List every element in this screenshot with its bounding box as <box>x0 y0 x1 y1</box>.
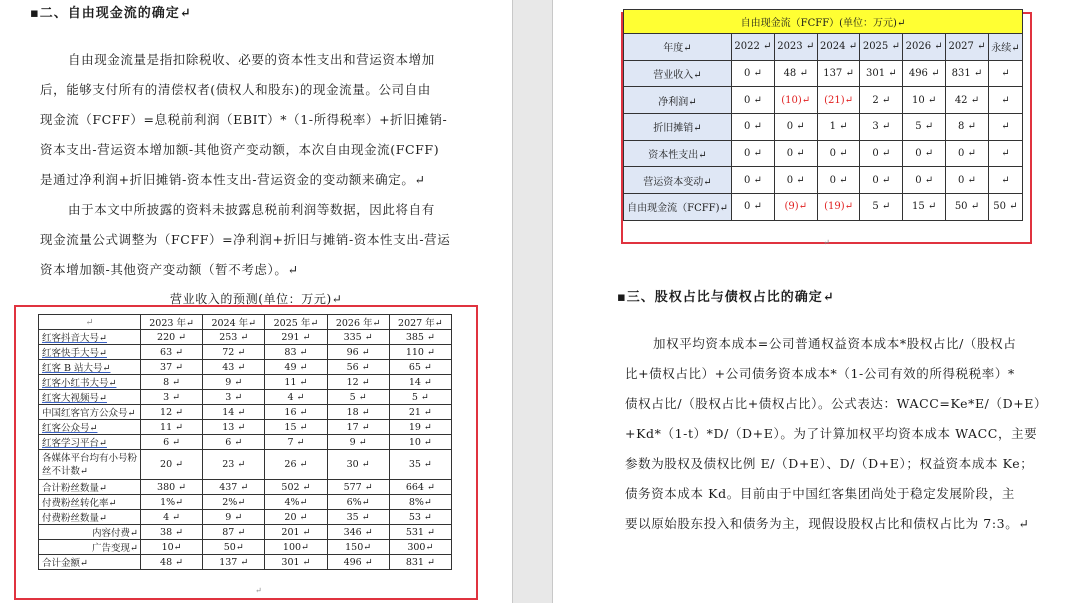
paragraph-line: 债权占比/（股权占比+债权占比）。公式表达：WACC=Ke*E/（D+E） <box>625 396 1048 411</box>
row-label <box>39 360 141 375</box>
table-column-header: 2025 ↵ <box>860 34 903 61</box>
table-cell: 0 ↵ <box>903 140 946 167</box>
table-cell: 0 ↵ <box>732 140 775 167</box>
row-label: 资本性支出↵ <box>624 140 732 167</box>
table-cell: 437 ↵ <box>203 480 265 495</box>
row-label-text: 内容付费↵ <box>92 528 138 539</box>
table-cell: 17 ↵ <box>327 420 389 435</box>
table-cell: 110 ↵ <box>389 345 451 360</box>
table-column-header: 2023 ↵ <box>774 34 817 61</box>
row-label <box>39 405 141 420</box>
table-cell: 0 ↵ <box>860 140 903 167</box>
table-row <box>39 330 452 345</box>
table-row <box>624 87 1023 114</box>
table-row <box>39 345 452 360</box>
table-cell: 10↵ <box>141 540 203 555</box>
fcff-table <box>623 9 1023 221</box>
table-row <box>39 405 452 420</box>
table-cell: 0 ↵ <box>774 167 817 194</box>
table-cell: 8%↵ <box>389 495 451 510</box>
table-cell: 6 ↵ <box>141 435 203 450</box>
table-cell: 9 ↵ <box>203 375 265 390</box>
table-cell: 4 ↵ <box>141 510 203 525</box>
row-label <box>39 390 141 405</box>
table-row <box>624 194 1023 221</box>
table-column-header: 2026 ↵ <box>903 34 946 61</box>
table-cell: 220 ↵ <box>141 330 203 345</box>
table-cell: 21 ↵ <box>389 405 451 420</box>
table-cell: 831 ↵ <box>389 555 451 570</box>
table-cell: (9)↵ <box>774 194 817 221</box>
table-cell: 3 ↵ <box>141 390 203 405</box>
page-gutter <box>512 0 553 603</box>
table-row <box>39 525 452 540</box>
table-cell: ↵ <box>988 140 1022 167</box>
row-label <box>39 555 141 570</box>
table-cell: 30 ↵ <box>327 450 389 480</box>
table-cell: 11 ↵ <box>265 375 327 390</box>
table-cell: 50↵ <box>203 540 265 555</box>
table-cell: 1%↵ <box>141 495 203 510</box>
table-cell: ↵ <box>988 87 1022 114</box>
table-cell: 380 ↵ <box>141 480 203 495</box>
row-label <box>39 495 141 510</box>
table-cell: ↵ <box>988 167 1022 194</box>
table-column-header: 2024 ↵ <box>817 34 860 61</box>
paragraph-mark: ↵ <box>255 586 262 595</box>
table-cell: 5 ↵ <box>389 390 451 405</box>
row-label-text: 红客大视频号↵ <box>42 393 107 404</box>
table-cell: 26 ↵ <box>265 450 327 480</box>
table-cell: 23 ↵ <box>203 450 265 480</box>
table-cell: 14 ↵ <box>389 375 451 390</box>
table-cell: 6%↵ <box>327 495 389 510</box>
table-cell: ↵ <box>988 114 1022 141</box>
table-cell: 3 ↵ <box>203 390 265 405</box>
left-page <box>0 0 512 603</box>
table-cell: 577 ↵ <box>327 480 389 495</box>
table-cell: 0 ↵ <box>732 114 775 141</box>
table-cell: 3 ↵ <box>860 114 903 141</box>
paragraph-line: 自由现金流量是指扣除税收、必要的资本性支出和营运资本增加 <box>68 52 435 67</box>
row-label-text: 红客 B 站大号↵ <box>42 363 111 374</box>
table-cell: 8 ↵ <box>141 375 203 390</box>
table-cell: 65 ↵ <box>389 360 451 375</box>
table-row <box>624 114 1023 141</box>
table-cell: 201 ↵ <box>265 525 327 540</box>
table-cell: 0 ↵ <box>903 167 946 194</box>
table-cell: 1 ↵ <box>817 114 860 141</box>
table-cell: (19)↵ <box>817 194 860 221</box>
table-column-header: 永续↵ <box>988 34 1022 61</box>
table-cell: 4 ↵ <box>265 390 327 405</box>
row-label <box>39 375 141 390</box>
table-row <box>39 420 452 435</box>
table-cell: 20 ↵ <box>141 450 203 480</box>
table-cell: 0 ↵ <box>817 167 860 194</box>
paragraph-line: 是通过净利润+折旧摊销-资本性支出-营运资金的变动额来确定。↵ <box>40 172 426 187</box>
table-row <box>39 360 452 375</box>
row-label-text: 付费粉丝数量↵ <box>42 513 107 524</box>
table-cell: 56 ↵ <box>327 360 389 375</box>
paragraph-line: 参数为股权及债权比例 E/（D+E）、D/（D+E）；权益资本成本 Ke； <box>625 456 1034 471</box>
row-label-text: 付费粉丝转化率↵ <box>42 498 117 509</box>
paragraph-line: 后，能够支付所有的清偿权者(债权人和股东)的现金流量。公司自由 <box>40 82 431 97</box>
table-row <box>39 375 452 390</box>
row-label: 营业收入↵ <box>624 60 732 87</box>
paragraph-line: 加权平均资本成本=公司普通权益资本成本*股权占比/（股权占 <box>653 336 1017 351</box>
table-cell: 5 ↵ <box>860 194 903 221</box>
table-header-label: 年度↵ <box>624 34 732 61</box>
page-edge-left <box>512 0 513 603</box>
row-label: 折旧摊销↵ <box>624 114 732 141</box>
table-cell: 531 ↵ <box>389 525 451 540</box>
table-cell: 50 ↵ <box>946 194 989 221</box>
table-cell: 63 ↵ <box>141 345 203 360</box>
table-cell: 35 ↵ <box>327 510 389 525</box>
table-cell: 14 ↵ <box>203 405 265 420</box>
table-cell: 664 ↵ <box>389 480 451 495</box>
table-row <box>39 390 452 405</box>
row-label <box>39 525 141 540</box>
row-label-text: 红客公众号↵ <box>42 423 98 434</box>
table-cell: 15 ↵ <box>903 194 946 221</box>
table-cell: 10 ↵ <box>389 435 451 450</box>
table-cell: 2%↵ <box>203 495 265 510</box>
table-cell: 0 ↵ <box>860 167 903 194</box>
table-cell: 96 ↵ <box>327 345 389 360</box>
table-caption: 营业收入的预测(单位：万元)↵ <box>170 292 343 306</box>
table-cell: 16 ↵ <box>265 405 327 420</box>
table-column-header: 2023 年↵ <box>141 315 203 330</box>
table-cell: 42 ↵ <box>946 87 989 114</box>
table-column-header: 2025 年↵ <box>265 315 327 330</box>
paragraph-mark: ↵ <box>823 238 830 247</box>
table-row <box>39 450 452 480</box>
table-cell: 7 ↵ <box>265 435 327 450</box>
table-cell: 50 ↵ <box>988 194 1022 221</box>
table-cell: 5 ↵ <box>903 114 946 141</box>
table-cell: 43 ↵ <box>203 360 265 375</box>
row-label <box>39 540 141 555</box>
table-column-header: 2027 ↵ <box>946 34 989 61</box>
paragraph-line: +Kd*（1-t）*D/（D+E）。为了计算加权平均资本成本 WACC，主要 <box>625 426 1038 441</box>
table-row <box>39 480 452 495</box>
table-cell: 100↵ <box>265 540 327 555</box>
table-cell: 496 ↵ <box>327 555 389 570</box>
table-row <box>39 435 452 450</box>
table-cell: 0 ↵ <box>732 60 775 87</box>
table-cell: 2 ↵ <box>860 87 903 114</box>
table-cell: (21)↵ <box>817 87 860 114</box>
paragraph-line: 资本支出-营运资本增加额-其他资产变动额，本次自由现金流(FCFF) <box>40 142 440 157</box>
table-column-header: 2022 ↵ <box>732 34 775 61</box>
table-cell: 0 ↵ <box>732 167 775 194</box>
table-cell: 11 ↵ <box>141 420 203 435</box>
paragraph-line: 由于本文中所披露的资料未披露息税前利润等数据，因此将自有 <box>68 202 435 217</box>
table-row <box>624 60 1023 87</box>
table-cell: 87 ↵ <box>203 525 265 540</box>
table-cell: 48 ↵ <box>774 60 817 87</box>
table-cell: 12 ↵ <box>141 405 203 420</box>
table-column-header: 2024 年↵ <box>203 315 265 330</box>
row-label-text: 广告变现↵ <box>92 543 138 554</box>
table-cell: 346 ↵ <box>327 525 389 540</box>
table-header-row <box>624 34 1023 61</box>
row-label <box>39 435 141 450</box>
table-cell: 38 ↵ <box>141 525 203 540</box>
table-cell: 335 ↵ <box>327 330 389 345</box>
table-cell: 19 ↵ <box>389 420 451 435</box>
table-cell: 137 ↵ <box>817 60 860 87</box>
row-label <box>39 330 141 345</box>
row-label-text: 各媒体平台均有小号粉丝不计数↵ <box>42 452 138 477</box>
table-cell: 13 ↵ <box>203 420 265 435</box>
table-cell: 12 ↵ <box>327 375 389 390</box>
table-row <box>624 167 1023 194</box>
row-label <box>39 450 141 480</box>
table-row <box>39 555 452 570</box>
paragraph-line: 现金流（FCFF）=息税前利润（EBIT）*（1-所得税率）+折旧摊销- <box>40 112 448 127</box>
table-column-header: 2027 年↵ <box>389 315 451 330</box>
table-cell: 83 ↵ <box>265 345 327 360</box>
table-row <box>39 495 452 510</box>
row-label-text: 红客学习平台↵ <box>42 438 107 449</box>
row-label-text: 红客快手大号↵ <box>42 348 107 359</box>
table-cell: 9 ↵ <box>203 510 265 525</box>
table-cell: 0 ↵ <box>817 140 860 167</box>
table-cell: 53 ↵ <box>389 510 451 525</box>
row-label: 自由现金流（FCFF)↵ <box>624 194 732 221</box>
table-cell: 0 ↵ <box>732 87 775 114</box>
table-cell: 35 ↵ <box>389 450 451 480</box>
table-header-row <box>39 315 452 330</box>
row-label <box>39 345 141 360</box>
table-row <box>39 510 452 525</box>
table-cell: 502 ↵ <box>265 480 327 495</box>
row-label <box>39 480 141 495</box>
table-cell: 253 ↵ <box>203 330 265 345</box>
section-heading-equity-debt: ▪三、股权占比与债权占比的确定↵ <box>617 290 835 305</box>
table-title-row <box>624 10 1023 34</box>
table-cell: 20 ↵ <box>265 510 327 525</box>
table-cell: 0 ↵ <box>946 140 989 167</box>
table-cell: 49 ↵ <box>265 360 327 375</box>
table-cell: 0 ↵ <box>774 114 817 141</box>
table-cell: 18 ↵ <box>327 405 389 420</box>
table-cell: 5 ↵ <box>327 390 389 405</box>
row-label <box>39 510 141 525</box>
table-cell: 831 ↵ <box>946 60 989 87</box>
table-cell: 301 ↵ <box>265 555 327 570</box>
row-label-text: 红客小红书大号↵ <box>42 378 117 389</box>
right-page <box>553 0 1080 603</box>
table-cell: 72 ↵ <box>203 345 265 360</box>
row-label <box>39 420 141 435</box>
row-label-text: 合计金额↵ <box>42 558 88 569</box>
table-cell: 300↵ <box>389 540 451 555</box>
row-label-text: 合计粉丝数量↵ <box>42 483 107 494</box>
section-heading-fcff: ▪二、自由现金流的确定↵ <box>30 6 192 21</box>
row-label-text: 中国红客官方公众号↵ <box>42 408 136 419</box>
table-cell: 0 ↵ <box>732 194 775 221</box>
table-cell: (10)↵ <box>774 87 817 114</box>
table-title: 自由现金流（FCFF）(单位：万元)↵ <box>624 10 1023 34</box>
table-cell: 9 ↵ <box>327 435 389 450</box>
paragraph-line: 债务资本成本 Kd。目前由于中国红客集团尚处于稳定发展阶段，主 <box>625 486 1015 501</box>
table-cell: 301 ↵ <box>860 60 903 87</box>
paragraph-line: 要以原始股东投入和债务为主，现假设股权占比和债权占比为 7:3。↵ <box>625 516 1030 531</box>
row-label-text: 红客抖音大号↵ <box>42 333 107 344</box>
table-column-header: 2026 年↵ <box>327 315 389 330</box>
table-cell: 15 ↵ <box>265 420 327 435</box>
table-cell: 37 ↵ <box>141 360 203 375</box>
table-cell: 6 ↵ <box>203 435 265 450</box>
table-cell: 385 ↵ <box>389 330 451 345</box>
row-label: 净利润↵ <box>624 87 732 114</box>
table-row <box>39 540 452 555</box>
table-cell: 0 ↵ <box>774 140 817 167</box>
table-cell: 10 ↵ <box>903 87 946 114</box>
row-label: 营运资本变动↵ <box>624 167 732 194</box>
table-cell: 48 ↵ <box>141 555 203 570</box>
paragraph-line: 现金流量公式调整为（FCFF）=净利润+折旧与摊销-资本性支出-营运 <box>40 232 451 247</box>
table-cell: 291 ↵ <box>265 330 327 345</box>
revenue-forecast-table <box>38 314 452 570</box>
table-row <box>624 140 1023 167</box>
paragraph-line: 资本增加额-其他资产变动额（暂不考虑）。↵ <box>40 262 299 277</box>
table-cell: 4%↵ <box>265 495 327 510</box>
table-cell: ↵ <box>988 60 1022 87</box>
table-cell: 0 ↵ <box>946 167 989 194</box>
table-cell: 8 ↵ <box>946 114 989 141</box>
table-cell: 137 ↵ <box>203 555 265 570</box>
table-cell: 496 ↵ <box>903 60 946 87</box>
paragraph-line: 比+债权占比）+公司债务资本成本*（1-公司有效的所得税税率）* <box>625 366 1015 381</box>
table-corner-cell: ↵ <box>39 315 141 330</box>
table-cell: 150↵ <box>327 540 389 555</box>
